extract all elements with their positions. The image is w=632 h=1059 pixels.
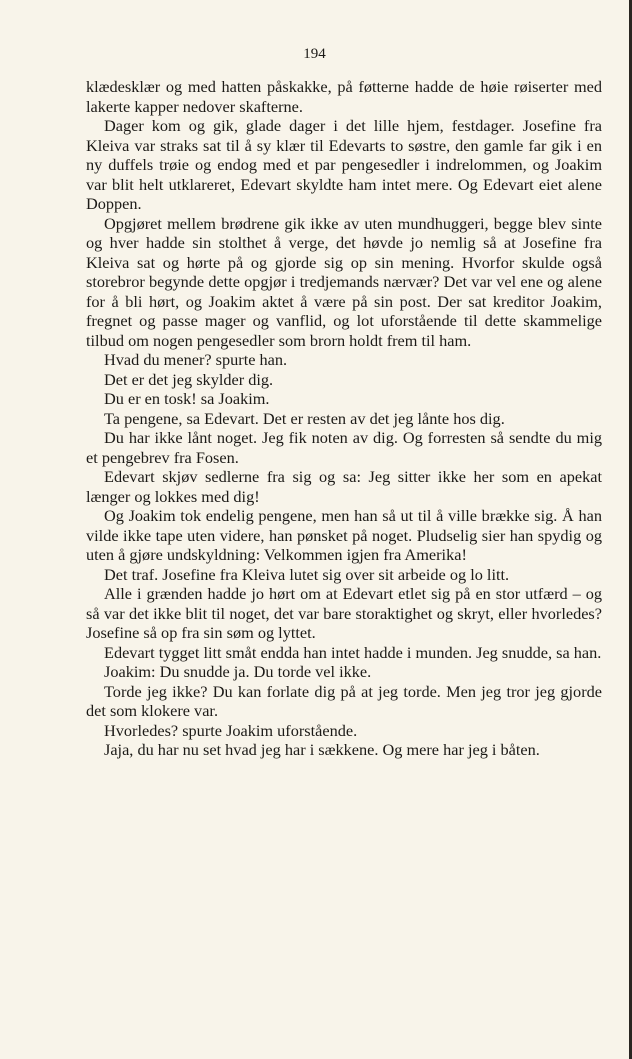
paragraph: Du har ikke lånt noget. Jeg fik noten av dig. Og forresten så sendte du mig et pengebrev fra Fosen. xyxy=(86,428,602,467)
paragraph: Det er det jeg skylder dig. xyxy=(104,369,274,389)
paragraph: Joakim: Du snudde ja. Du torde vel ikke. xyxy=(104,662,372,681)
paragraph: Dager kom og gik, glade dager i det lille hjem, festdager. Josefine fra Kleiva var straks sat til å sy klær til Edevarts to søstre, den gamle far gik i en ny duffels trøie og endog med et par pengesedler i indrelommen, og Joakim var blit helt utklareret, Edevart skyldte ham intet mere. Og Edevart eiet alene Doppen. xyxy=(86,116,602,213)
page-number: 194 xyxy=(303,46,326,62)
paragraph: Opgjøret mellem brødrene gik ikke av uten mundhuggeri, begge blev sinte og hver hadde sin stolthet å verge, det høvde jo nemlig så at Josefine fra Kleiva sat og hørte på og gjorde sig op sin mening. Hvorfor skulde også storebror begynde dette opgjør i tredjemands nærvær? Det var vel ene og alene for å bli hørt, og Joakim aktet å være på sin post. Der sat kreditor Joakim, fregnet og passe mager og vanflid, og lot uforstående til dette skammelige tilbud om nogen pengesedler som brorn holdt frem til ham. xyxy=(86,213,602,350)
paragraph: Edevart skjøv sedlerne fra sig og sa: Jeg sitter ikke her som en apekat længer og lokkes med dig! xyxy=(86,467,602,506)
paragraph: Det traf. Josefine fra Kleiva lutet sig over sit arbeide og lo litt. xyxy=(104,564,510,584)
paragraph: Torde jeg ikke? Du kan forlate dig på at jeg torde. Men jeg tror jeg gjorde det som klokere var. xyxy=(86,681,602,720)
paragraph: klædesklær og med hatten påskakke, på føtterne hadde de høie røiserter med lakerte kapper nedover skafterne. xyxy=(86,77,602,116)
body-text xyxy=(86,77,602,760)
paragraph: Alle i grænden hadde jo hørt om at Edevart etlet sig på en stor utfærd – og så var det ikke blit til noget, det var bare storaktighet og skryt, eller hvorledes? Josefine så op fra sin søm og lyttet. xyxy=(86,584,602,642)
paragraph: Edevart tygget litt småt endda han intet hadde i munden. Jeg snudde, sa han. xyxy=(104,642,602,662)
paragraph: Du er en tosk! sa Joakim. xyxy=(104,389,270,408)
paragraph: Hvorledes? spurte Joakim uforstående. xyxy=(104,720,358,740)
paragraph: Og Joakim tok endelig pengene, men han så ut til å ville brække sig. Å han vilde ikke tape uten videre, han pønsket på noget. Pludselig sier han spydig og uten å gjøre undskyldning: Velkommen igjen fra Amerika! xyxy=(86,506,602,564)
paragraph: Hvad du mener? spurte han. xyxy=(104,350,288,369)
paragraph: Ta pengene, sa Edevart. Det er resten av det jeg lånte hos dig. xyxy=(104,408,505,428)
paragraph: Jaja, du har nu set hvad jeg har i sækkene. Og mere har jeg i båten. xyxy=(104,740,540,759)
